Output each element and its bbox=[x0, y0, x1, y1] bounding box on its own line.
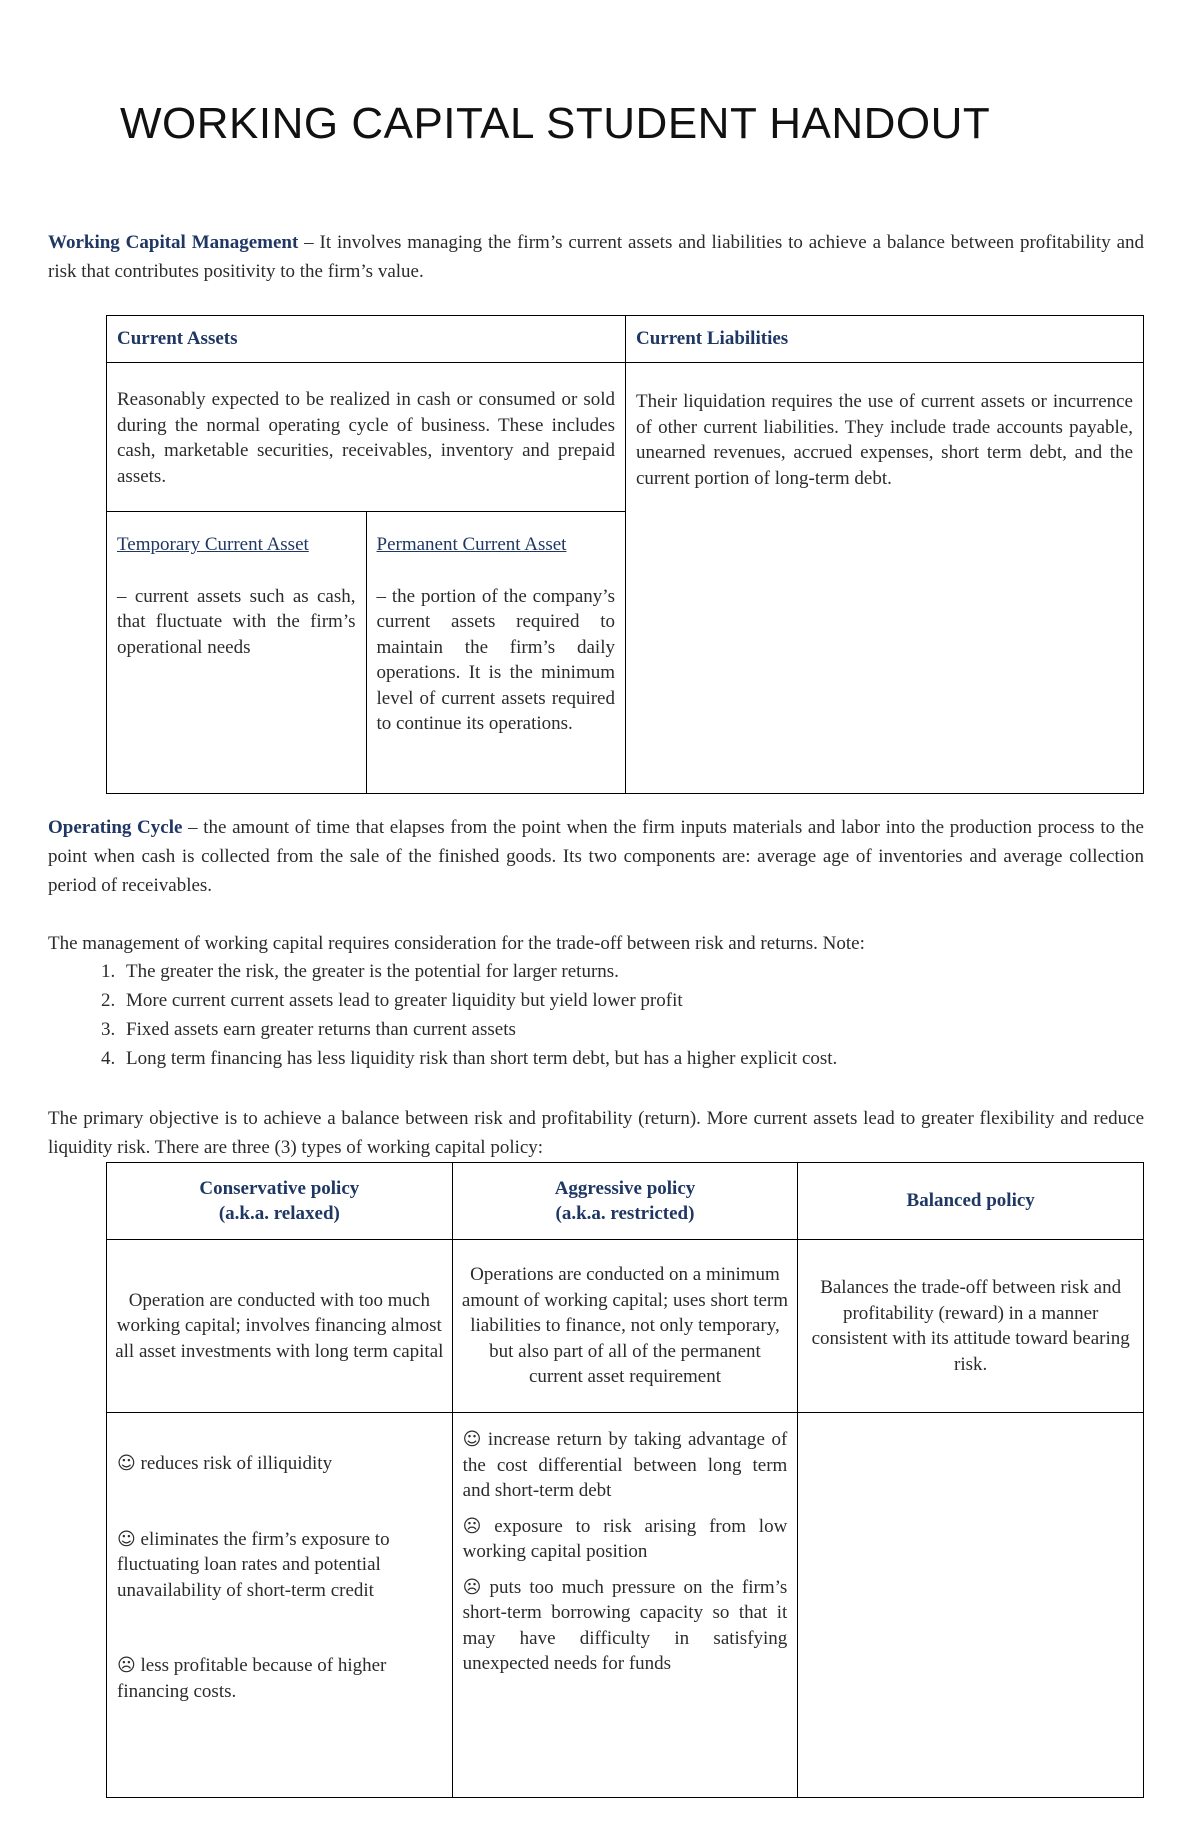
current-liabilities-description: Their liquidation requires the use of current assets or incurrence of other current liabilities. They include trade accounts payable, unearned revenues, accrued expenses, short term debt, and the current portion of long-term debt. bbox=[626, 363, 1144, 794]
frown-icon: ☹ bbox=[462, 1515, 482, 1537]
list-item: ☺ increase return by taking advantage of the cost differential between long term and short-term debt bbox=[462, 1429, 788, 1501]
temporary-asset-cell bbox=[107, 512, 366, 793]
current-assets-header: Current Assets bbox=[107, 316, 626, 363]
objective-paragraph: The primary objective is to achieve a balance between risk and profitability (return). More current assets lead to greater flexibility and reduce liquidity risk. There are three (3) types of working capital policy: bbox=[48, 1108, 1144, 1158]
list-item: 2. More current current assets lead to greater liquidity but yield lower profit bbox=[120, 986, 1170, 1015]
page-title: WORKING CAPITAL STUDENT HANDOUT bbox=[120, 99, 991, 148]
conservative-policy-description: Operation are conducted with too much working capital; involves financing almost all asset investments with long term capital bbox=[107, 1240, 453, 1413]
tradeoff-intro: The management of working capital requires consideration for the trade-off between risk and returns. Note: bbox=[48, 933, 865, 954]
frown-icon: ☹ bbox=[462, 1576, 482, 1598]
balanced-policy-title: Balanced policy bbox=[906, 1190, 1035, 1212]
aggressive-policy-description: Operations are conducted on a minimum amount of working capital; uses short term liabilities to finance, not only temporary, but also part of all of the permanent current asset requirement bbox=[452, 1240, 798, 1413]
aggressive-policy-aka: (a.k.a. restricted) bbox=[555, 1203, 695, 1224]
permanent-asset-description: – the portion of the company’s current assets required to maintain the firm’s daily operations. It is the minimum level of current assets required to continue its operations. bbox=[376, 585, 615, 734]
list-item: ☹ exposure to risk arising from low working capital position bbox=[462, 1515, 788, 1562]
current-assets-cell bbox=[107, 363, 626, 794]
smile-icon: ☺ bbox=[117, 1528, 136, 1550]
list-item: ☹ less profitable because of higher financing costs. bbox=[117, 1655, 387, 1702]
current-asset-types bbox=[107, 511, 625, 793]
operating-cycle-paragraph bbox=[48, 813, 1144, 900]
frown-icon: ☹ bbox=[117, 1655, 136, 1676]
current-liabilities-header: Current Liabilities bbox=[626, 316, 1144, 363]
list-item: 1. The greater the risk, the greater is the potential for larger returns. bbox=[120, 957, 1170, 986]
smile-icon: ☺ bbox=[117, 1453, 136, 1474]
notes-list bbox=[84, 957, 1170, 1073]
aggressive-policy-title: Aggressive policy bbox=[554, 1177, 696, 1199]
operating-cycle-term: Operating Cycle bbox=[48, 817, 183, 838]
permanent-asset-cell bbox=[366, 512, 626, 793]
temporary-asset-description: – current assets such as cash, that fluctuate with the firm’s operational needs bbox=[117, 585, 356, 658]
list-item: ☹ puts too much pressure on the firm’s short-term borrowing capacity so that it may have difficulty in satisfying unexpected needs for funds bbox=[462, 1576, 788, 1674]
permanent-asset-title: Permanent Current Asset bbox=[376, 534, 567, 555]
balanced-policy-description: Balances the trade-off between risk and profitability (reward) in a manner consistent with its attitude toward bearing risk. bbox=[798, 1240, 1144, 1413]
smile-icon: ☺ bbox=[462, 1429, 482, 1450]
balanced-policy-header bbox=[798, 1163, 1144, 1240]
temporary-asset-title: Temporary Current Asset bbox=[117, 534, 309, 555]
list-item: ☺ reduces risk of illiquidity bbox=[117, 1453, 333, 1474]
conservative-pros-cons bbox=[107, 1413, 453, 1798]
conservative-policy-title: Conservative policy bbox=[199, 1177, 360, 1199]
conservative-policy-header bbox=[107, 1163, 453, 1240]
balanced-pros-cons bbox=[798, 1413, 1144, 1798]
aggressive-policy-header bbox=[452, 1163, 798, 1240]
wcm-paragraph bbox=[48, 228, 1144, 286]
current-assets-description: Reasonably expected to be realized in cash or consumed or sold during the normal operating cycle of business. These includes cash, marketable securities, receivables, inventory and prepaid assets. bbox=[117, 389, 615, 487]
list-item: 4. Long term financing has less liquidity risk than short term debt, but has a higher explicit cost. bbox=[120, 1044, 1170, 1073]
working-capital-policy-table bbox=[106, 1162, 1144, 1798]
wcm-definition: – It involves managing the firm’s current assets and liabilities to achieve a balance between profitability and risk that contributes positivity to the firm’s value. bbox=[48, 232, 1144, 282]
list-item: ☺ eliminates the firm’s exposure to fluctuating loan rates and potential unavailability of short-term credit bbox=[117, 1528, 390, 1601]
operating-cycle-definition: – the amount of time that elapses from the point when the firm inputs materials and labor into the production process to the point when cash is collected from the sale of the finished goods. Its two components are: average age of inventories and average collection period of receivables. bbox=[48, 817, 1144, 896]
wcm-term: Working Capital Management bbox=[48, 232, 299, 253]
conservative-policy-aka: (a.k.a. relaxed) bbox=[218, 1203, 340, 1224]
assets-liabilities-table bbox=[106, 315, 1144, 794]
list-item: 3. Fixed assets earn greater returns than current assets bbox=[120, 1015, 1170, 1044]
aggressive-pros-cons bbox=[452, 1413, 798, 1798]
